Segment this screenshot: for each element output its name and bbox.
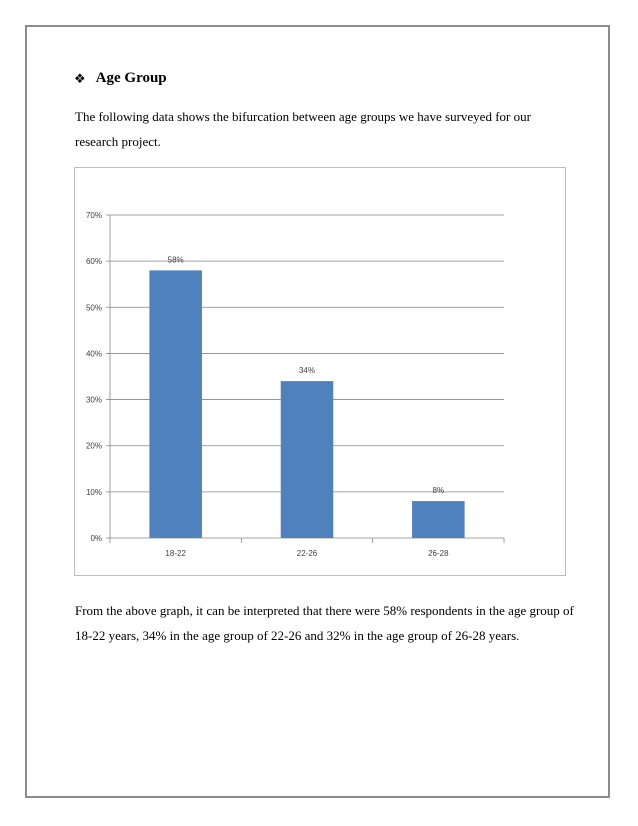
x-category-label: 18-22 — [165, 549, 186, 558]
x-category-label: 22-26 — [296, 549, 318, 558]
data-label: 34% — [298, 366, 316, 376]
y-tick-label: 60% — [85, 257, 102, 267]
chart-canvas — [75, 168, 565, 575]
bar-18-22 — [149, 270, 202, 538]
conclusion-paragraph: From the above graph, it can be interpreted that there were 58% respondents in the age group of 18-22 years, 34% in the age group of 22-26 and 32% in the age group of 26-28 years. — [75, 603, 574, 643]
y-tick-label: 20% — [85, 441, 102, 451]
data-label: 58% — [167, 255, 184, 265]
age-group-chart — [74, 167, 566, 576]
y-tick-label: 70% — [85, 211, 102, 220]
data-label: 8% — [432, 486, 445, 496]
y-tick-label: 30% — [85, 395, 102, 405]
section-heading — [74, 70, 167, 87]
diamond-bullet-icon: ❖ — [74, 70, 86, 86]
y-tick-label: 0% — [90, 534, 102, 543]
y-tick-label: 50% — [85, 303, 102, 313]
y-tick-label: 10% — [85, 487, 102, 497]
intro-paragraph: The following data shows the bifurcation between age groups we have surveyed for our research project. — [75, 109, 531, 149]
section-title: Age Group — [95, 70, 167, 86]
bar-22-26 — [281, 381, 334, 538]
bar-26-28 — [412, 501, 465, 538]
x-category-label: 26-28 — [428, 549, 449, 558]
y-tick-label: 40% — [85, 349, 102, 359]
